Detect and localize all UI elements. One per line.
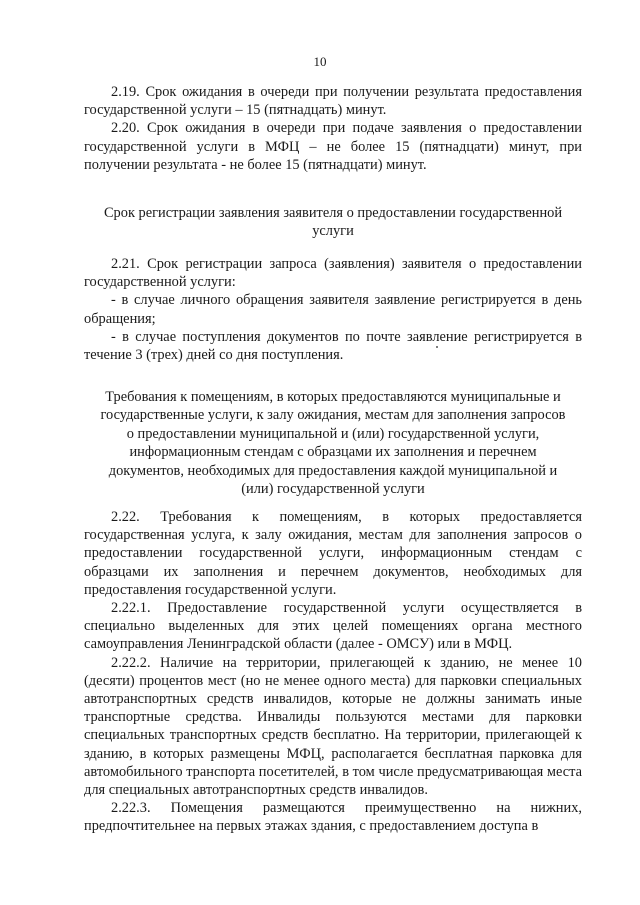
paragraph-2-21: 2.21. Срок регистрации запроса (заявления) заявителя о предоставлении государственной услуги: [84,256,582,291]
heading-registration: Срок регистрации заявления заявителя о предоставлении государственной услуги [103,205,563,240]
stray-dot [436,346,438,348]
paragraph-2-22-1: 2.22.1. Предоставление государственной услуги осуществляется в специально выделенных для этих целей помещениях органа местного самоуправления Ленинградской области (далее - ОМСУ) или в МФЦ. [84,600,582,653]
paragraph-2-19: 2.19. Срок ожидания в очереди при получении результата предоставления государственной услуги – 15 (пятнадцать) минут. [84,84,582,119]
paragraph-2-22-3: 2.22.3. Помещения размещаются преимущественно на нижних, предпочтительнее на первых этажах здания, с предоставлением доступа в [84,800,582,835]
list-item-postal-delivery: - в случае поступления документов по почте заявление регистрируется в течение 3 (трех) дней со дня поступления. [84,328,582,364]
paragraph-2-22-2: 2.22.2. Наличие на территории, прилегающей к зданию, не менее 10 (десяти) процентов мест (но не менее одного места) для парковки специальных автотранспортных средств инвалидов, которые не должны занимать иные транспортные средства. Инвалиды пользуются местами для парковки специальных транспортных средств бесплатно. На территории, прилегающей к зданию, в которых размещены МФЦ, располагается бесплатная парковка для автомобильного транспорта посетителей, в том числе предусматривающая места для специальных автотранспортных средств инвалидов. [84,654,582,799]
section-premises-requirements [84,508,582,836]
heading-premises-requirements: Требования к помещениям, в которых предоставляются муниципальные и государственные услуги, к залу ожидания, местам для заполнения запросов о предоставлении муниципальной и (или) государственной услуги, информационным стендам с образцами их заполнения и перечнем документов, необходимых для предоставления каждой муниципальной и (или) государственной услуги [100,389,566,498]
section-waiting-time [84,83,582,174]
section-registration [84,255,582,364]
list-item-personal-visit: - в случае личного обращения заявителя заявление регистрируется в день обращения; [84,292,582,327]
paragraph-2-22: 2.22. Требования к помещениям, в которых предоставляется государственная услуга, к залу ожидания, местам для заполнения запросов о предоставлении государственной услуги, информационным стендам с образцами их заполнения и перечнем документов, необходимых для предоставления государственной услуги. [84,509,582,598]
paragraph-2-20: 2.20. Срок ожидания в очереди при подаче заявления о предоставлении государственной услуги в МФЦ – не более 15 (пятнадцати) минут, при получении результата - не более 15 (пятнадцати) минут. [84,120,582,173]
page-number: 10 [313,54,327,69]
